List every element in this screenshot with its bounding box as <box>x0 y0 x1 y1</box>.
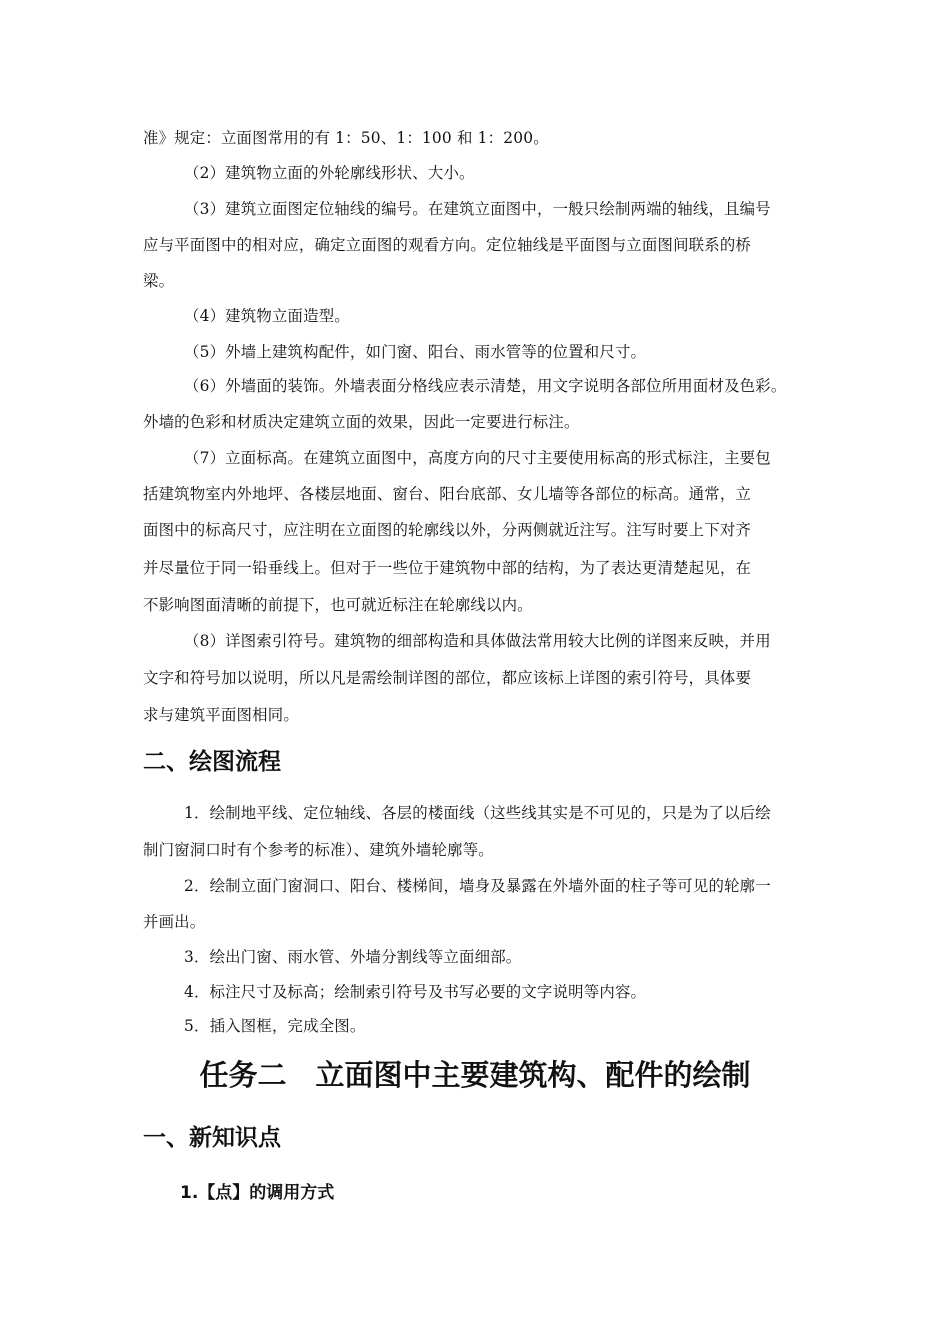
paragraph-line: 文字和符号加以说明，所以凡是需绘制详图的部位，都应该标上详图的索引符号，具体要 <box>143 669 752 687</box>
paragraph-line: 括建筑物室内外地坪、各楼层地面、窗台、阳台底部、女儿墙等各部位的标高。通常，立 <box>143 485 752 503</box>
step-line: 2．绘制立面门窗洞口、阳台、楼梯间，墙身及暴露在外墙外面的柱子等可见的轮廓一 <box>184 877 771 895</box>
section-heading: 二、绘图流程 <box>143 749 281 775</box>
step-line: 3．绘出门窗、雨水管、外墙分割线等立面细部。 <box>184 948 522 966</box>
paragraph-line: 外墙的色彩和材质决定建筑立面的效果，因此一定要进行标注。 <box>143 413 580 431</box>
paragraph-line: （7）立面标高。在建筑立面图中，高度方向的尺寸主要使用标高的形式标注，主要包 <box>184 449 771 467</box>
step-line: 5．插入图框，完成全图。 <box>184 1017 366 1035</box>
paragraph-line: 梁。 <box>143 272 175 290</box>
paragraph-line: 求与建筑平面图相同。 <box>143 706 299 724</box>
paragraph-line: （6）外墙面的装饰。外墙表面分格线应表示清楚，用文字说明各部位所用面材及色彩。 <box>184 377 787 395</box>
paragraph-line: 面图中的标高尺寸，应注明在立面图的轮廓线以外，分两侧就近注写。注写时要上下对齐 <box>143 521 752 539</box>
paragraph-line: 并尽量位于同一铅垂线上。但对于一些位于建筑物中部的结构，为了表达更清楚起见，在 <box>143 559 752 577</box>
step-line: 制门窗洞口时有个参考的标准）、建筑外墙轮廓等。 <box>143 841 494 859</box>
paragraph-line: 准》规定：立面图常用的有 1：50、1：100 和 1：200。 <box>143 129 549 147</box>
paragraph-line: （2）建筑物立面的外轮廓线形状、大小。 <box>184 164 475 182</box>
section-heading: 一、新知识点 <box>143 1125 281 1151</box>
step-line: 1．绘制地平线、定位轴线、各层的楼面线（这些线其实是不可见的，只是为了以后绘 <box>184 804 771 822</box>
task-title: 任务二 立面图中主要建筑构、配件的绘制 <box>199 1058 751 1092</box>
paragraph-line: （3）建筑立面图定位轴线的编号。在建筑立面图中，一般只绘制两端的轴线，且编号 <box>184 200 771 218</box>
step-line: 4．标注尺寸及标高；绘制索引符号及书写必要的文字说明等内容。 <box>184 983 647 1001</box>
paragraph-line: （8）详图索引符号。建筑物的细部构造和具体做法常用较大比例的详图来反映，并用 <box>184 632 771 650</box>
paragraph-line: 应与平面图中的相对应，确定立面图的观看方向。定位轴线是平面图与立面图间联系的桥 <box>143 236 752 254</box>
subsection-heading: 1.【点】的调用方式 <box>180 1183 335 1203</box>
paragraph-line: （4）建筑物立面造型。 <box>184 307 350 325</box>
paragraph-line: （5）外墙上建筑构配件，如门窗、阳台、雨水管等的位置和尺寸。 <box>184 343 647 361</box>
paragraph-line: 不影响图面清晰的前提下，也可就近标注在轮廓线以内。 <box>143 596 533 614</box>
step-line: 并画出。 <box>143 913 206 931</box>
